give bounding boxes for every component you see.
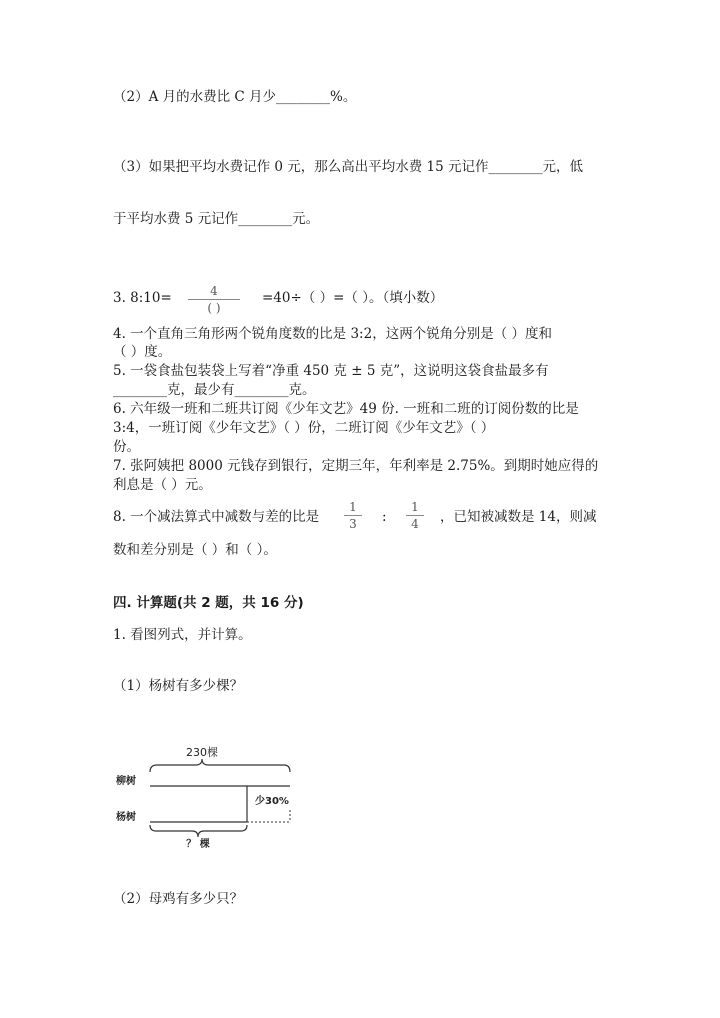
question-8-fraction-1: [344, 500, 362, 531]
calc-question-1-sub2: （2）母鸡有多少只？: [113, 891, 244, 907]
section-4-title: 四. 计算题(共 2 题，共 16 分): [113, 595, 304, 611]
segment-diagram: [110, 738, 310, 853]
fraction-numerator: 4: [210, 284, 218, 298]
fraction-denominator: 3: [349, 517, 357, 531]
calc-question-1-sub1: （1）杨树有多少棵？: [113, 678, 244, 694]
question-3-fraction: [188, 284, 240, 315]
question-8-suffix: ，已知被减数是 14，则减: [440, 509, 597, 525]
question-6-line2: 3:4，一班订阅《少年文艺》（ ）份，二班订阅《少年文艺》（ ）: [113, 420, 495, 436]
willow-label: 柳树: [116, 776, 136, 787]
fraction-numerator: 1: [411, 500, 419, 514]
question-2-sub3-line1: （3）如果把平均水费记作 0 元，那么高出平均水费 15 元记作________元，低: [113, 159, 584, 175]
calc-question-1: 1. 看图列式，并计算。: [113, 627, 252, 643]
question-5-line1: 5. 一袋食盐包装袋上写着“净重 450 克 ± 5 克”，这说明这袋食盐最多有: [113, 363, 549, 379]
question-8-prefix: 8. 一个减法算式中减数与差的比是: [113, 509, 320, 525]
question-8-fraction-2: [406, 500, 424, 531]
question-2-sub3-line2: 于平均水费 5 元记作________元。: [113, 211, 320, 227]
less-label: 少30%: [255, 796, 289, 807]
bottom-label: ？ 棵: [186, 839, 210, 850]
question-7-line1: 7. 张阿姨把 8000 元钱存到银行，定期三年，年利率是 2.75%。到期时她应得的: [113, 458, 599, 474]
question-4-line2: （ ）度。: [113, 344, 172, 360]
top-label: 230棵: [186, 746, 218, 759]
poplar-label: 杨树: [116, 812, 136, 823]
question-3-suffix: =40÷（ ）=（ ）。（填小数）: [262, 290, 444, 306]
fraction-denominator: 4: [411, 517, 419, 531]
question-6-line3: 份。: [113, 439, 140, 455]
question-4-line1: 4. 一个直角三角形两个锐角度数的比是 3:2，这两个锐角分别是（ ）度和: [113, 326, 552, 342]
top-brace: [150, 759, 290, 772]
fraction-denominator: ( ): [207, 301, 221, 315]
question-2-sub2: （2）A 月的水费比 C 月少________%。: [113, 89, 357, 105]
question-6-line1: 6. 六年级一班和二班共订阅《少年文艺》49 份. 一班和二班的订阅份数的比是: [113, 401, 579, 417]
bottom-brace: [150, 825, 247, 837]
question-5-line2: ________克，最少有________克。: [113, 382, 316, 398]
fraction-numerator: 1: [349, 500, 357, 514]
question-3-prefix: 3. 8:10=: [113, 290, 172, 306]
question-8-line2: 数和差分别是（ ）和（ ）。: [113, 542, 277, 558]
question-7-line2: 利息是（ ）元。: [113, 477, 212, 493]
question-8-colon: :: [382, 509, 387, 525]
